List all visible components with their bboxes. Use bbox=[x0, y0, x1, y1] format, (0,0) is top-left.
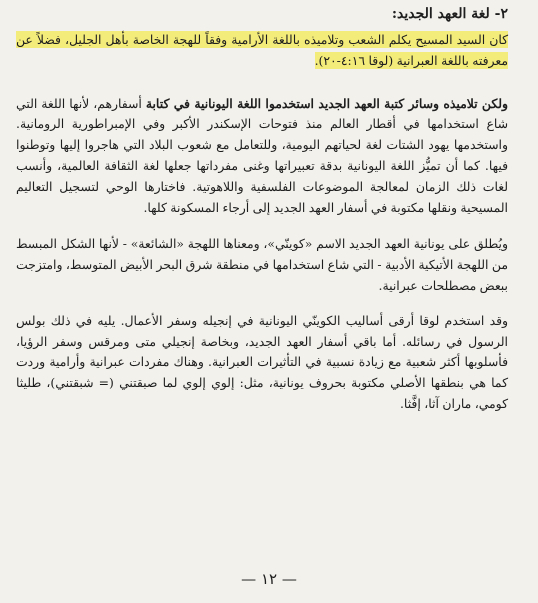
highlighted-text: كان السيد المسيح يكلم الشعب وتلاميذه باللغة الأرامية وفقاً للهجة الخاصة بأهل الجليل، فضلاً عن معرفته باللغة العبرانية (لوقا ٤:١٦-٢٠). bbox=[16, 32, 508, 68]
paragraph-2-bold-opening: ولكن تلاميذه وسائر كتبة العهد الجديد استخدموا اللغة اليونانية في كتابة bbox=[145, 95, 508, 111]
section-heading: ٢- لغة العهد الجديد: bbox=[391, 6, 508, 22]
paragraph-2-body: أسفارهم، لأنها اللغة التي شاع استخدامها في أقطار العالم منذ فتوحات الإسكندر الأكبر وفي الإمبراطورية الرومانية. واستخدمها يهود الشتات لغة لحياتهم اليومية، وللتعامل مع شعوب البلاد التي هاجروا إليها وتوطنوا فيها. كما أن تميُّز اللغة اليونانية بدقة تعبيراتها وغنى مفرداتها جعلها لغة الثقافة العالمية، وأنسب لغات ذلك الزمان لمعالجة الموضوعات الفلسفية واللاهوتية. فاختارها الوحي لتسجيل التعاليم المسيحية ونقلها مكتوبة في أسفار العهد الجديد إلى أرجاء المسكونة كلها. bbox=[16, 95, 508, 215]
paragraph-3: ويُطلق على يونانية العهد الجديد الاسم «كوينّي»، ومعناها اللهجة «الشائعة» - لأنها الشكل المبسط من اللهجة الأتيكية الأدبية - التي شاع استخدامها في منطقة شرق البحر الأبيض المتوسط، وامتزجت ببعض مصطلحات عبرانية. bbox=[16, 236, 508, 293]
paragraph-2 bbox=[16, 94, 508, 219]
page-number: — ١٢ — bbox=[241, 570, 297, 588]
paragraph-1 bbox=[16, 30, 508, 72]
paragraph-4: وقد استخدم لوقا أرقى أساليب الكوينّي اليونانية في إنجيله وسفر الأعمال. يليه في ذلك بولس الرسول في رسائله. أما باقي أسفار العهد الجديد، وبخاصة إنجيلي متى ومرقس وسفر الرؤيا، فأسلوبها أكثر شعبية مع زيادة نسبية في التأثيرات العبرانية. وهناك مفردات عبرانية وأرامية وردت كما هي بنطقها الأصلي مكتوبة بحروف يونانية، مثل: إلوي إلوي لما صبقتني (= شبقتني)، طليثا كومي، ماران آثا، إفَّثا. bbox=[16, 312, 508, 411]
